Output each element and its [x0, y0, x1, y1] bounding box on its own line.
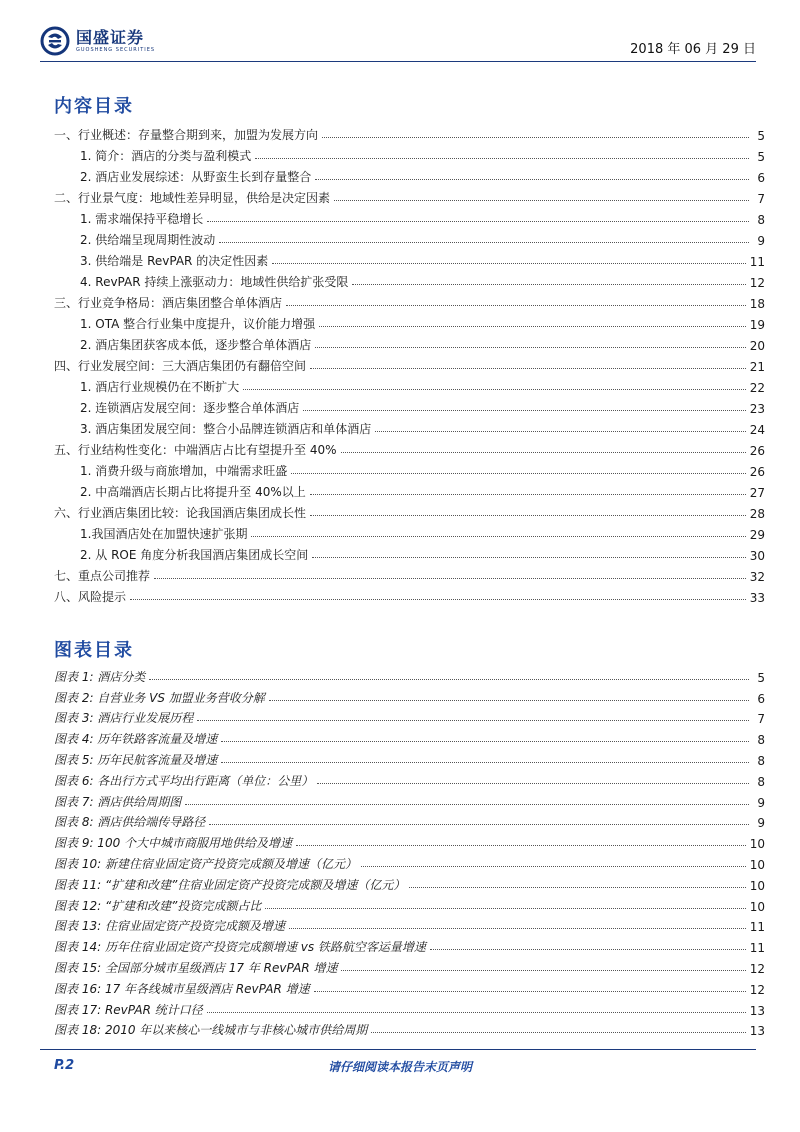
dot-leader: [296, 845, 746, 846]
entry-page-number: 5: [757, 150, 765, 164]
toc-subentry[interactable]: [54, 227, 765, 248]
entry-label: 六、行业酒店集团比较：论我国酒店集团成长性: [54, 506, 307, 520]
entry-label: 图表 10: 新建住宿业固定资产投资完成额及增速（亿元）: [54, 856, 357, 871]
entry-page-number: 27: [749, 486, 765, 500]
dot-leader: [322, 137, 749, 138]
entry-page-number: 10: [749, 899, 765, 914]
dot-leader: [243, 389, 745, 390]
entry-page-number: 13: [749, 1003, 765, 1018]
dot-leader: [315, 347, 745, 348]
toc-subentry[interactable]: [54, 332, 765, 353]
entry-label: 图表 3: 酒店行业发展历程: [54, 711, 194, 726]
toc-entry[interactable]: [54, 122, 765, 143]
entry-label: 2. 中高端酒店长期占比将提升至 40%以上: [54, 483, 308, 500]
dot-leader: [269, 700, 749, 701]
entry-label: 图表 5: 历年民航客流量及增速: [54, 752, 218, 767]
toc-subentry[interactable]: [54, 479, 765, 500]
figure-entry[interactable]: [54, 976, 765, 997]
entry-page-number: 26: [749, 444, 765, 458]
entry-label: 3. 酒店集团发展空间：整合小品牌连锁酒店和单体酒店: [54, 420, 373, 437]
entry-label: 2. 供给端呈现周期性波动: [54, 231, 217, 248]
entry-page-number: 6: [757, 691, 765, 706]
brand-name-cn: 国盛证券: [76, 27, 145, 47]
entry-label: 图表 15: 全国部分城市星级酒店 17 年 RevPAR 增速: [54, 960, 338, 975]
toc-subentry[interactable]: [54, 542, 765, 563]
entry-label: 三、行业竞争格局：酒店集团整合单体酒店: [54, 296, 283, 310]
figure-entry[interactable]: [54, 789, 765, 810]
figure-entry[interactable]: [54, 955, 765, 976]
entry-label: 二、行业景气度：地域性差异明显，供给是决定因素: [54, 191, 331, 205]
figure-entry[interactable]: [54, 685, 765, 706]
entry-page-number: 6: [757, 171, 765, 185]
figure-entry[interactable]: [54, 747, 765, 768]
toc-title: 内容目录: [54, 96, 134, 117]
figure-entry[interactable]: [54, 934, 765, 955]
entry-page-number: 8: [757, 213, 765, 227]
entry-label: 图表 8: 酒店供给端传导路径: [54, 815, 206, 830]
entry-label: 1.我国酒店处在加盟快速扩张期: [54, 525, 249, 542]
entry-page-number: 28: [749, 507, 765, 521]
entry-page-number: 12: [749, 276, 765, 290]
entry-page-number: 29: [749, 528, 765, 542]
entry-page-number: 20: [749, 339, 765, 353]
dot-leader: [310, 515, 746, 516]
entry-label: 五、行业结构性变化：中端酒店占比有望提升至 40%: [54, 443, 337, 457]
dot-leader: [361, 866, 746, 867]
brand-name-en: GUOSHENG SECURITIES: [76, 46, 156, 53]
toc-subentry[interactable]: [54, 311, 765, 332]
dot-leader: [219, 242, 749, 243]
entry-page-number: 11: [749, 941, 765, 956]
figure-entry[interactable]: [54, 997, 765, 1018]
entry-label: 1. 需求端保持平稳增长: [54, 210, 205, 227]
figure-entry[interactable]: [54, 768, 765, 789]
dot-leader: [334, 200, 749, 201]
entry-label: 图表 4: 历年铁路客流量及增速: [54, 732, 218, 747]
dot-leader: [289, 928, 746, 929]
entry-page-number: 32: [749, 570, 765, 584]
entry-page-number: 11: [749, 255, 765, 269]
entry-label: 2. 从 ROE 角度分析我国酒店集团成长空间: [54, 546, 310, 563]
dot-leader: [291, 473, 745, 474]
dot-leader: [303, 410, 745, 411]
toc-subentry[interactable]: [54, 416, 765, 437]
guosheng-logo-icon: [40, 26, 70, 56]
entry-label: 图表 6: 各出行方式平均出行距离（单位：公里）: [54, 773, 314, 788]
dot-leader: [286, 305, 746, 306]
figures-list: [54, 664, 765, 1038]
entry-label: 图表 18: 2010 年以来核心一线城市与非核心城市供给周期: [54, 1023, 368, 1038]
entry-page-number: 5: [757, 670, 765, 685]
toc-subentry[interactable]: [54, 395, 765, 416]
dot-leader: [409, 887, 745, 888]
disclaimer-note: 请仔细阅读本报告末页声明: [327, 1060, 472, 1074]
entry-page-number: 22: [749, 381, 765, 395]
toc-subentry[interactable]: [54, 143, 765, 164]
entry-page-number: 33: [749, 591, 765, 605]
toc-entry[interactable]: [54, 437, 765, 458]
toc-subentry[interactable]: [54, 269, 765, 290]
entry-label: 4. RevPAR 持续上涨驱动力：地域性供给扩张受限: [54, 273, 350, 290]
toc-entry[interactable]: [54, 185, 765, 206]
entry-page-number: 8: [757, 774, 765, 789]
dot-leader: [341, 452, 746, 453]
entry-page-number: 23: [749, 402, 765, 416]
entry-page-number: 7: [757, 192, 765, 206]
entry-label: 2. 酒店业发展综述：从野蛮生长到存量整合: [54, 168, 313, 185]
entry-label: 1. 消费升级与商旅增加，中端需求旺盛: [54, 462, 289, 479]
figure-entry[interactable]: [54, 914, 765, 935]
brand-logo: [40, 26, 155, 56]
dot-leader: [310, 368, 746, 369]
dot-leader: [375, 431, 745, 432]
entry-label: 四、行业发展空间：三大酒店集团仍有翻倍空间: [54, 359, 307, 373]
figure-entry[interactable]: [54, 851, 765, 872]
entry-page-number: 13: [749, 1024, 765, 1039]
entry-label: 图表 9: 100 个大中城市商服用地供给及增速: [54, 836, 293, 851]
entry-page-number: 18: [749, 297, 765, 311]
entry-label: 图表 7: 酒店供给周期图: [54, 794, 182, 809]
toc-subentry[interactable]: [54, 206, 765, 227]
dot-leader: [221, 762, 749, 763]
dot-leader: [209, 824, 749, 825]
figure-entry[interactable]: [54, 830, 765, 851]
entry-page-number: 21: [749, 360, 765, 374]
entry-page-number: 26: [749, 465, 765, 479]
entry-page-number: 10: [749, 857, 765, 872]
dot-leader: [149, 679, 749, 680]
dot-leader: [371, 1032, 745, 1033]
toc-entry[interactable]: [54, 563, 765, 584]
entry-label: 八、风险提示: [54, 590, 127, 604]
dot-leader: [319, 326, 746, 327]
entry-label: 图表 14: 历年住宿业固定资产投资完成额增速 vs 铁路航空客运量增速: [54, 940, 426, 955]
dot-leader: [314, 991, 746, 992]
figure-entry[interactable]: [54, 1018, 765, 1039]
dot-leader: [341, 970, 745, 971]
entry-label: 图表 12: “扩建和改建”投资完成额占比: [54, 898, 262, 913]
entry-label: 1. 简介：酒店的分类与盈利模式: [54, 147, 253, 164]
entry-page-number: 9: [757, 234, 765, 248]
entry-page-number: 11: [749, 920, 765, 935]
entry-page-number: 10: [749, 837, 765, 852]
dot-leader: [251, 536, 745, 537]
toc-subentry[interactable]: [54, 248, 765, 269]
entry-page-number: 9: [757, 795, 765, 810]
figure-entry[interactable]: [54, 664, 765, 685]
entry-page-number: 8: [757, 753, 765, 768]
figure-entry[interactable]: [54, 706, 765, 727]
footer-divider: [40, 1049, 756, 1050]
entry-page-number: 24: [749, 423, 765, 437]
toc-subentry[interactable]: [54, 521, 765, 542]
entry-label: 图表 1: 酒店分类: [54, 669, 146, 684]
dot-leader: [352, 284, 745, 285]
dot-leader: [315, 179, 749, 180]
dot-leader: [154, 578, 746, 579]
entry-label: 2. 酒店集团获客成本低，逐步整合单体酒店: [54, 336, 313, 353]
figure-entry[interactable]: [54, 810, 765, 831]
toc-entry[interactable]: [54, 584, 765, 605]
figures-title: 图表目录: [54, 640, 134, 661]
entry-page-number: 30: [749, 549, 765, 563]
page-header: [40, 26, 756, 64]
entry-page-number: 9: [757, 816, 765, 831]
dot-leader: [185, 804, 749, 805]
dot-leader: [207, 221, 749, 222]
entry-label: 七、重点公司推荐: [54, 569, 151, 583]
entry-label: 图表 13: 住宿业固定资产投资完成额及增速: [54, 919, 285, 934]
figure-entry[interactable]: [54, 872, 765, 893]
figure-entry[interactable]: [54, 893, 765, 914]
entry-label: 图表 2: 自营业务 VS 加盟业务营收分解: [54, 690, 265, 705]
entry-label: 3. 供给端是 RevPAR 的决定性因素: [54, 252, 270, 269]
dot-leader: [255, 158, 749, 159]
entry-label: 图表 16: 17 年各线城市星级酒店 RevPAR 增速: [54, 981, 310, 996]
toc-entry[interactable]: [54, 290, 765, 311]
dot-leader: [197, 720, 749, 721]
dot-leader: [265, 908, 745, 909]
toc-subentry[interactable]: [54, 458, 765, 479]
entry-page-number: 10: [749, 878, 765, 893]
entry-label: 1. OTA 整合行业集中度提升，议价能力增强: [54, 315, 317, 332]
toc-entry[interactable]: [54, 353, 765, 374]
dot-leader: [221, 741, 749, 742]
page-number: P.2: [54, 1058, 75, 1073]
report-date: 2018 年 06 月 29 日: [630, 42, 756, 57]
dot-leader: [130, 599, 746, 600]
dot-leader: [272, 263, 746, 264]
entry-page-number: 12: [749, 982, 765, 997]
entry-label: 1. 酒店行业规模仍在不断扩大: [54, 378, 241, 395]
toc-subentry[interactable]: [54, 164, 765, 185]
dot-leader: [317, 783, 749, 784]
toc-subentry[interactable]: [54, 374, 765, 395]
dot-leader: [312, 557, 745, 558]
entry-label: 2. 连锁酒店发展空间：逐步整合单体酒店: [54, 399, 301, 416]
dot-leader: [207, 1012, 746, 1013]
entry-label: 图表 11: “扩建和改建”住宿业固定资产投资完成额及增速（亿元）: [54, 877, 406, 892]
entry-page-number: 19: [749, 318, 765, 332]
figure-entry[interactable]: [54, 726, 765, 747]
entry-page-number: 5: [757, 129, 765, 143]
header-divider: [40, 61, 756, 62]
entry-page-number: 12: [749, 961, 765, 976]
entry-label: 一、行业概述：存量整合期到来，加盟为发展方向: [54, 128, 319, 142]
entry-page-number: 7: [757, 712, 765, 727]
entry-label: 图表 17: RevPAR 统计口径: [54, 1002, 203, 1017]
dot-leader: [310, 494, 746, 495]
toc-list: [54, 122, 765, 605]
toc-entry[interactable]: [54, 500, 765, 521]
dot-leader: [430, 949, 746, 950]
entry-page-number: 8: [757, 733, 765, 748]
